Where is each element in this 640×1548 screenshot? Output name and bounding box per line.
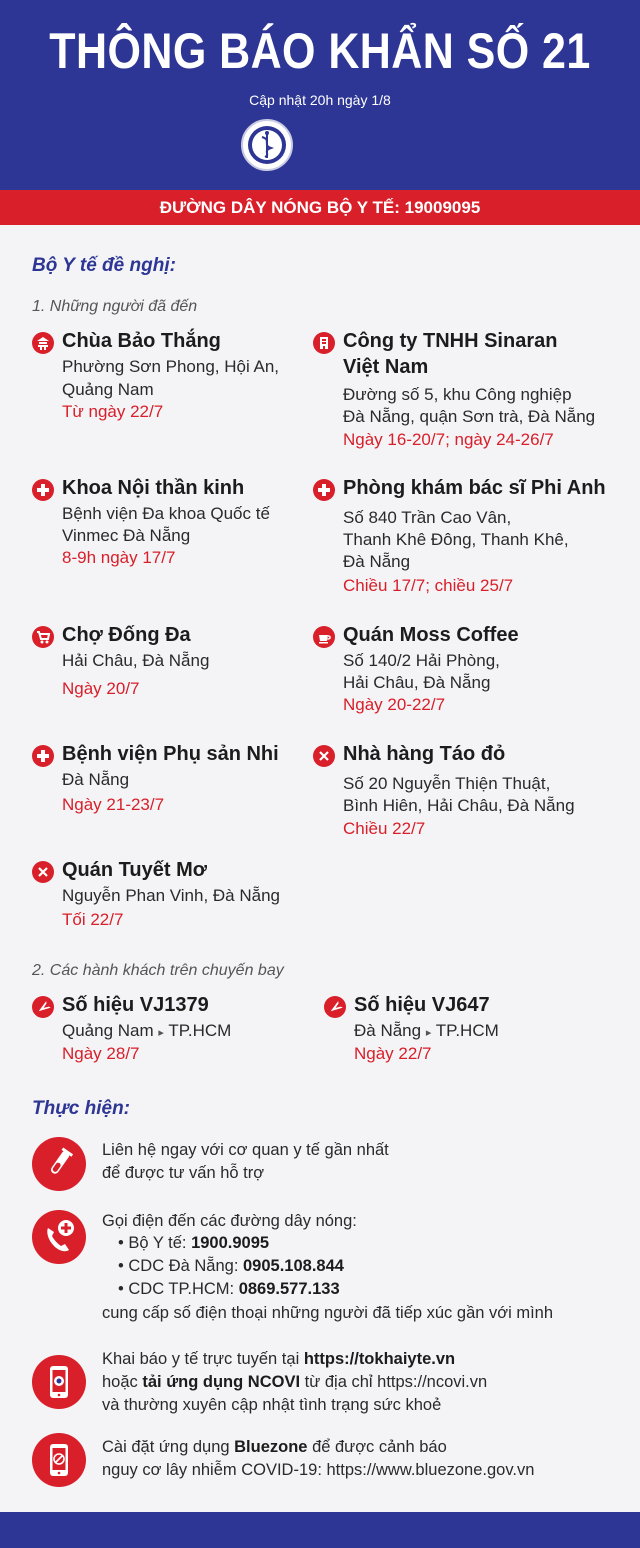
medical-cross-icon [32,745,54,767]
place-name: Việt Nam [343,356,429,378]
place-date: Ngày 16-20/7; ngày 24-26/7 [343,430,554,449]
hotline-bullet: • CDC Đà Nẵng: 0905.108.844 [118,1257,344,1275]
place-name: Nhà hàng Táo đỏ [343,743,506,765]
place-address: Số 140/2 Hải Phòng, [343,651,500,670]
action-text: Gọi điện đến các đường dây nóng: [102,1212,357,1230]
action-text: hoặc tải ứng dụng NCOVI từ địa chỉ https://ncovi.vn [102,1373,488,1391]
phone-app-icon [32,1355,86,1409]
place-address: Thanh Khê Đông, Thanh Khê, [343,530,569,549]
cart-icon [32,626,54,648]
place-name: Phòng khám bác sĩ Phi Anh [343,477,606,499]
place-address: Đà Nẵng [343,552,411,571]
action-text: và thường xuyên cập nhật tình trạng sức khoẻ [102,1396,442,1414]
flight-date: Ngày 28/7 [62,1044,140,1063]
phone-bluezone-icon [32,1433,86,1487]
action-text: Cài đặt ứng dụng Bluezone để được cảnh báo [102,1438,447,1456]
phone-plus-icon [32,1210,86,1264]
place-date: Ngày 20/7 [62,679,140,698]
place-name: Quán Tuyết Mơ [62,859,207,881]
test-tube-icon [32,1137,86,1191]
hotline-bar: ĐƯỜNG DÂY NÓNG BỘ Y TẾ: 19009095 [0,190,640,225]
place-date: Từ ngày 22/7 [62,402,164,421]
medical-cross-icon [32,479,54,501]
restaurant-icon [32,861,54,883]
action-text: cung cấp số điện thoại những người đã tiếp xúc gần với mình [102,1304,554,1322]
visited-subheading: 1. Những người đã đến [32,298,198,315]
place-name: Chợ Đống Đa [62,624,191,646]
factory-icon [313,332,335,354]
pagoda-icon [32,332,54,354]
flight-route: Đà Nẵng ▸ TP.HCM [354,1021,499,1040]
place-name: Khoa Nội thần kinh [62,477,245,499]
place-address: Hải Châu, Đà Nẵng [343,673,491,692]
place-address: Đà Nẵng [62,770,130,789]
action-text: để được tư vấn hỗ trợ [102,1164,265,1182]
update-time: Cập nhật 20h ngày 1/8 [249,92,391,108]
place-address: Bệnh viện Đa khoa Quốc tế [62,504,270,523]
footer-bar [0,1512,640,1548]
restaurant-icon [313,745,335,767]
place-address: Nguyễn Phan Vinh, Đà Nẵng [62,886,281,905]
place-address: Phường Sơn Phong, Hội An, [62,357,280,376]
place-date: Ngày 20-22/7 [343,695,446,714]
place-name: Chùa Bảo Thắng [62,330,221,352]
place-address: Vinmec Đà Nẵng [62,526,191,545]
place-date: 8-9h ngày 17/7 [62,548,176,567]
flight-number: Số hiệu VJ647 [354,994,490,1016]
medical-cross-icon [313,479,335,501]
hotline-bullet: • CDC TP.HCM: 0869.577.133 [118,1280,340,1298]
airplane-icon [32,996,54,1018]
place-name: Công ty TNHH Sinaran [343,330,558,352]
airplane-icon [324,996,346,1018]
place-address: Quảng Nam [62,380,154,399]
page-title: THÔNG BÁO KHẨN SỐ 21 [49,23,591,79]
flights-subheading: 2. Các hành khách trên chuyến bay [32,962,284,979]
header-banner [0,0,640,190]
actions-title: Thực hiện: [32,1098,131,1119]
place-address: Bình Hiên, Hải Châu, Đà Nẵng [343,796,575,815]
place-name: Bệnh viện Phụ sản Nhi [62,743,279,765]
action-text: Liên hệ ngay với cơ quan y tế gần nhất [102,1141,389,1159]
flight-route: Quảng Nam ▸ TP.HCM [62,1021,232,1040]
place-address: Hải Châu, Đà Nẵng [62,651,210,670]
hotline-bullet: • Bộ Y tế: 1900.9095 [118,1234,270,1252]
place-date: Tối 22/7 [62,910,124,929]
flight-date: Ngày 22/7 [354,1044,432,1063]
coffee-icon [313,626,335,648]
caduceus-icon [243,121,295,173]
action-text: nguy cơ lây nhiễm COVID-19: https://www.bluezone.gov.vn [102,1461,535,1479]
place-address: Số 20 Nguyễn Thiện Thuật, [343,774,551,793]
place-date: Chiều 17/7; chiều 25/7 [343,576,514,595]
action-text: Khai báo y tế trực tuyến tại https://tokhaiyte.vn [102,1350,456,1368]
place-address: Số 840 Trần Cao Vân, [343,508,512,527]
place-address: Đường số 5, khu Công nghiệp [343,385,572,404]
proposal-title: Bộ Y tế đề nghị: [32,255,176,276]
place-date: Ngày 21-23/7 [62,795,165,814]
flight-number: Số hiệu VJ1379 [62,994,209,1016]
ministry-logo [241,119,293,171]
place-address: Đà Nẵng, quận Sơn trà, Đà Nẵng [343,407,596,426]
place-name: Quán Moss Coffee [343,624,519,646]
route-arrow-icon: ▸ [425,1027,432,1039]
route-arrow-icon: ▸ [158,1027,164,1039]
place-date: Chiều 22/7 [343,819,426,838]
